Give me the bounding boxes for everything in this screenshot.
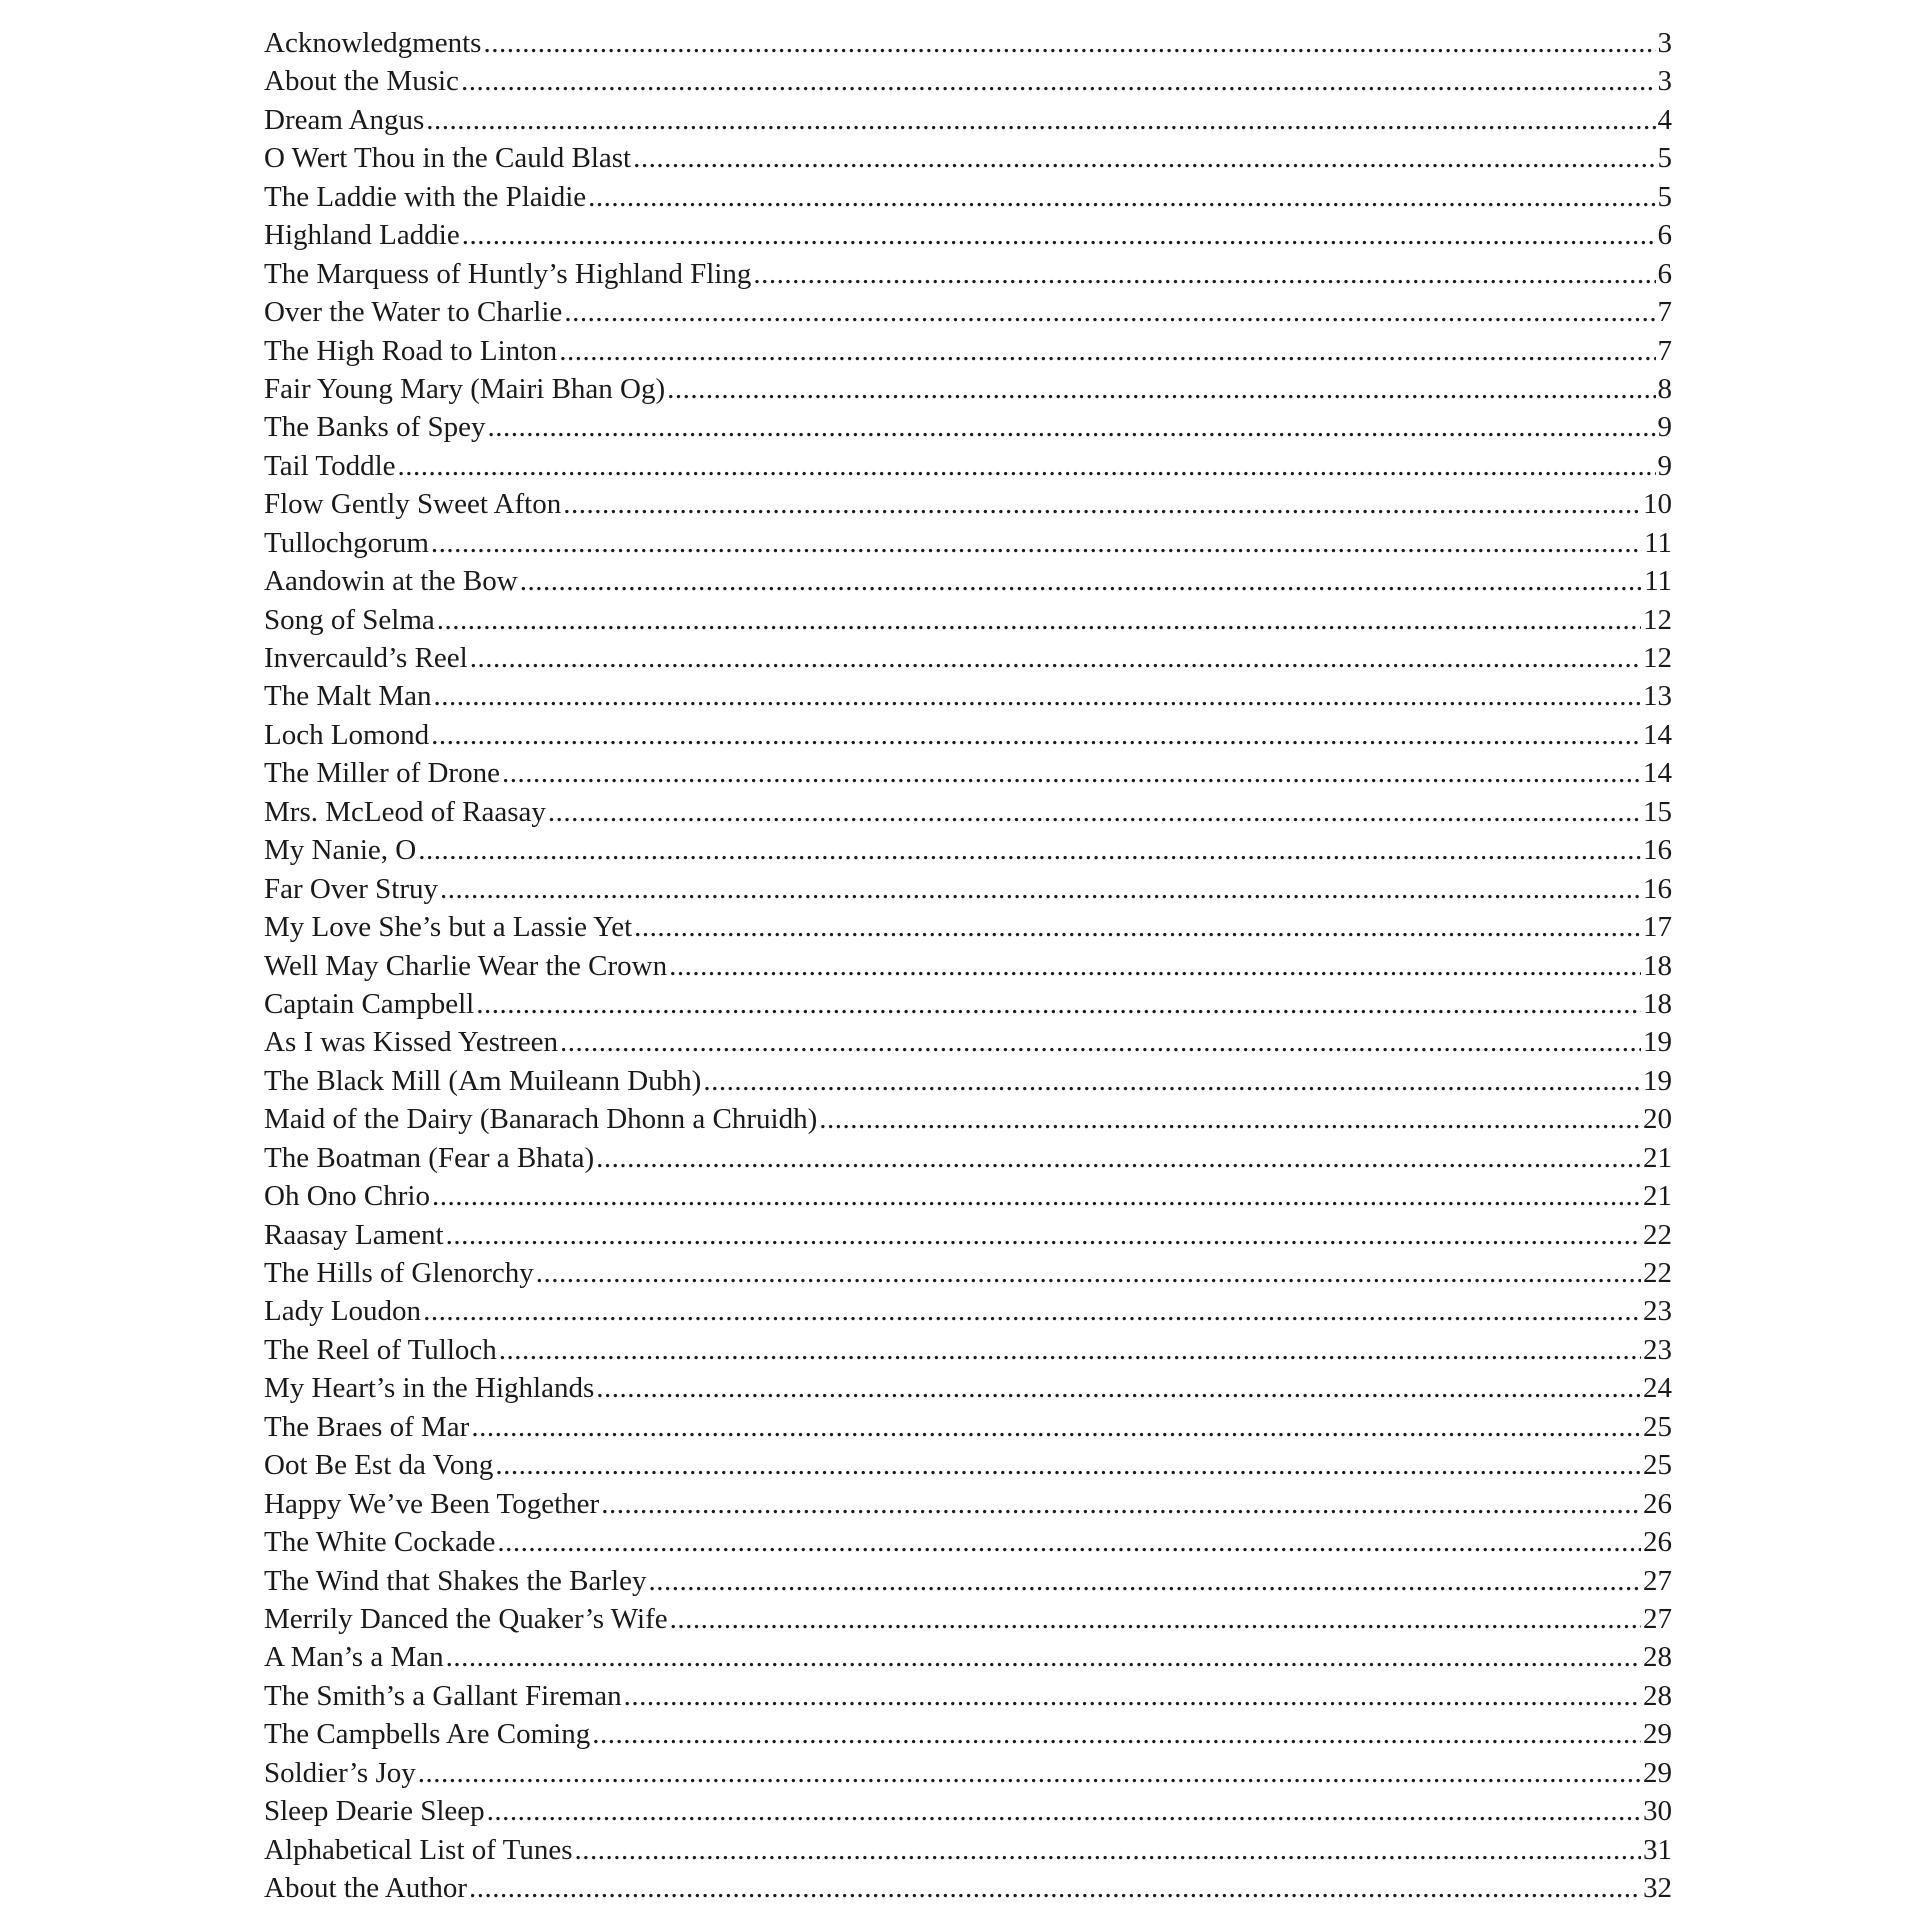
toc-entry-page-number: 29	[1643, 1718, 1672, 1751]
toc-entry-title: About the Author	[264, 1872, 467, 1904]
toc-entry-page-number: 18	[1643, 987, 1672, 1020]
toc-entry-title: Over the Water to Charlie	[264, 296, 563, 329]
toc-entry-dot-leader	[596, 1139, 1641, 1177]
toc-entry	[264, 793, 1672, 831]
toc-entry-page-number: 13	[1643, 680, 1672, 713]
toc-entry-dot-leader	[471, 1408, 1641, 1446]
toc-entry-dot-leader	[564, 293, 1655, 331]
toc-entry-title: Soldier’s Joy	[264, 1756, 416, 1789]
toc-entry-page-number: 16	[1643, 834, 1672, 867]
toc-entry-title: My Nanie, O	[264, 834, 417, 867]
toc-entry-dot-leader	[497, 1523, 1641, 1561]
toc-entry-dot-leader	[461, 62, 1656, 100]
toc-entry-dot-leader	[499, 1331, 1641, 1369]
toc-entry-title: Well May Charlie Wear the Crown	[264, 949, 668, 982]
toc-entry-page-number: 3	[1657, 65, 1672, 98]
toc-entry-title: As I was Kissed Yestreen	[264, 1026, 559, 1059]
toc-entry-title: Merrily Danced the Quaker’s Wife	[264, 1602, 668, 1635]
toc-entry-page-number: 32	[1643, 1872, 1672, 1904]
toc-entry-page-number: 7	[1657, 334, 1672, 367]
toc-entry-dot-leader	[575, 1831, 1641, 1869]
toc-entry-dot-leader	[633, 139, 1655, 177]
toc-entry-dot-leader	[495, 1446, 1641, 1484]
toc-entry-page-number: 29	[1643, 1756, 1672, 1789]
toc-entry-page-number: 25	[1643, 1449, 1672, 1482]
toc-entry-dot-leader	[440, 870, 1641, 908]
toc-entry	[264, 1408, 1672, 1446]
toc-entry	[264, 370, 1672, 408]
toc-entry-page-number: 9	[1657, 411, 1672, 444]
toc-entry	[264, 1485, 1672, 1523]
toc-entry-dot-leader	[434, 677, 1641, 715]
toc-entry	[264, 24, 1672, 62]
toc-entry-page-number: 14	[1643, 757, 1672, 790]
toc-entry	[264, 255, 1672, 293]
toc-entry-dot-leader	[502, 754, 1641, 792]
toc-entry-title: The Campbells Are Coming	[264, 1718, 591, 1751]
toc-entry-title: Loch Lomond	[264, 718, 430, 751]
toc-entry-title: The High Road to Linton	[264, 334, 558, 367]
toc-entry-page-number: 25	[1643, 1410, 1672, 1443]
toc-entry-page-number: 6	[1657, 219, 1672, 252]
toc-entry-page-number: 17	[1643, 911, 1672, 944]
toc-entry-title: The Reel of Tulloch	[264, 1333, 497, 1366]
toc-entry-dot-leader	[520, 562, 1642, 600]
toc-entry-page-number: 22	[1643, 1257, 1672, 1289]
toc-entry-page-number: 9	[1657, 449, 1672, 482]
toc-entry	[264, 870, 1672, 908]
toc-entry-dot-leader	[426, 101, 1655, 139]
toc-entry-page-number: 24	[1643, 1372, 1672, 1405]
toc-entry	[264, 447, 1672, 485]
toc-entry-title: O Wert Thou in the Cauld Blast	[264, 142, 632, 175]
table-of-contents	[264, 24, 1672, 1907]
toc-entry-title: Highland Laddie	[264, 219, 460, 252]
toc-entry-title: Fair Young Mary (Mairi Bhan Og)	[264, 372, 666, 405]
toc-entry-title: Oh Ono Chrio	[264, 1180, 430, 1213]
toc-entry-dot-leader	[431, 716, 1641, 754]
toc-entry-title: Far Over Struy	[264, 872, 438, 905]
toc-entry	[264, 216, 1672, 254]
toc-entry-dot-leader	[648, 1562, 1641, 1600]
toc-entry-title: The Malt Man	[264, 680, 432, 713]
toc-entry-page-number: 11	[1644, 565, 1672, 598]
toc-entry-dot-leader	[536, 1254, 1641, 1292]
toc-entry-dot-leader	[588, 178, 1655, 216]
toc-entry	[264, 1446, 1672, 1484]
toc-entry	[264, 716, 1672, 754]
toc-entry-title: Happy We’ve Been Together	[264, 1487, 600, 1520]
toc-entry-title: Oot Be Est da Vong	[264, 1449, 494, 1482]
toc-entry	[264, 754, 1672, 792]
toc-entry	[264, 1831, 1672, 1869]
toc-entry-page-number: 15	[1643, 795, 1672, 828]
toc-entry-page-number: 11	[1644, 526, 1672, 559]
toc-entry-title: My Heart’s in the Highlands	[264, 1372, 595, 1405]
toc-entry-title: The Boatman (Fear a Bhata)	[264, 1141, 595, 1174]
toc-entry-dot-leader	[432, 1177, 1641, 1215]
toc-entry-title: Captain Campbell	[264, 987, 475, 1020]
toc-entry-dot-leader	[487, 1792, 1641, 1830]
toc-entry-dot-leader	[624, 1677, 1641, 1715]
toc-entry-dot-leader	[753, 255, 1655, 293]
toc-entry-dot-leader	[398, 447, 1656, 485]
toc-entry-page-number: 21	[1643, 1180, 1672, 1213]
toc-entry-title: Maid of the Dairy (Banarach Dhonn a Chruidh)	[264, 1103, 818, 1136]
toc-entry-title: Dream Angus	[264, 103, 425, 136]
toc-entry-title: The Marquess of Huntly’s Highland Fling	[264, 257, 752, 290]
toc-entry-title: Invercauld’s Reel	[264, 642, 468, 674]
toc-entry-title: Alphabetical List of Tunes	[264, 1833, 573, 1866]
toc-entry	[264, 601, 1672, 639]
toc-entry-dot-leader	[469, 1869, 1641, 1907]
toc-entry-dot-leader	[548, 793, 1641, 831]
toc-entry	[264, 1369, 1672, 1407]
toc-entry-dot-leader	[431, 524, 1642, 562]
toc-entry	[264, 1100, 1672, 1138]
toc-entry	[264, 1523, 1672, 1561]
toc-entry-dot-leader	[488, 408, 1656, 446]
toc-entry-dot-leader	[437, 601, 1641, 639]
toc-entry-page-number: 28	[1643, 1641, 1672, 1674]
toc-entry	[264, 562, 1672, 600]
toc-entry-title: The White Cockade	[264, 1526, 496, 1559]
toc-entry	[264, 1715, 1672, 1753]
toc-entry-page-number: 23	[1643, 1295, 1672, 1328]
toc-entry	[264, 1792, 1672, 1830]
toc-entry	[264, 1331, 1672, 1369]
toc-entry-page-number: 27	[1643, 1602, 1672, 1635]
toc-entry	[264, 1177, 1672, 1215]
toc-entry-dot-leader	[563, 485, 1641, 523]
toc-entry-dot-leader	[446, 1216, 1641, 1254]
toc-entry-title: The Smith’s a Gallant Fireman	[264, 1679, 622, 1712]
toc-entry	[264, 1869, 1672, 1907]
toc-entry-dot-leader	[634, 908, 1641, 946]
toc-entry	[264, 908, 1672, 946]
toc-entry-dot-leader	[423, 1292, 1641, 1330]
toc-entry-title: About the Music	[264, 65, 459, 98]
toc-entry-dot-leader	[462, 216, 1656, 254]
toc-entry-dot-leader	[592, 1715, 1641, 1753]
toc-entry	[264, 1292, 1672, 1330]
toc-entry	[264, 178, 1672, 216]
toc-entry	[264, 139, 1672, 177]
toc-entry	[264, 1677, 1672, 1715]
toc-entry-title: The Black Mill (Am Muileann Dubh)	[264, 1064, 702, 1097]
toc-entry-dot-leader	[596, 1369, 1641, 1407]
toc-entry-title: The Banks of Spey	[264, 411, 486, 444]
toc-entry	[264, 1216, 1672, 1254]
toc-entry-title: The Wind that Shakes the Barley	[264, 1564, 647, 1597]
toc-entry-page-number: 22	[1643, 1218, 1672, 1251]
toc-entry-dot-leader	[667, 370, 1655, 408]
toc-entry	[264, 677, 1672, 715]
toc-entry-page-number: 19	[1643, 1064, 1672, 1097]
toc-entry-page-number: 12	[1643, 642, 1672, 674]
toc-entry	[264, 101, 1672, 139]
toc-entry-title: Aandowin at the Bow	[264, 565, 518, 598]
toc-entry	[264, 62, 1672, 100]
toc-entry-page-number: 10	[1643, 488, 1672, 521]
toc-entry-dot-leader	[418, 1754, 1641, 1792]
toc-entry-page-number: 19	[1643, 1026, 1672, 1059]
toc-entry-page-number: 23	[1643, 1333, 1672, 1366]
toc-entry	[264, 1638, 1672, 1676]
toc-entry-dot-leader	[483, 24, 1655, 62]
toc-entry	[264, 1562, 1672, 1600]
toc-entry-dot-leader	[669, 947, 1641, 985]
toc-entry	[264, 1062, 1672, 1100]
toc-entry	[264, 1254, 1672, 1292]
toc-entry-page-number: 14	[1643, 718, 1672, 751]
toc-entry	[264, 831, 1672, 869]
toc-entry	[264, 408, 1672, 446]
toc-entry	[264, 985, 1672, 1023]
toc-entry-page-number: 21	[1643, 1141, 1672, 1174]
toc-entry	[264, 485, 1672, 523]
toc-entry-page-number: 26	[1643, 1487, 1672, 1520]
toc-entry	[264, 293, 1672, 331]
toc-entry-title: Mrs. McLeod of Raasay	[264, 795, 546, 828]
toc-entry-page-number: 30	[1643, 1795, 1672, 1828]
toc-entry-title: A Man’s a Man	[264, 1641, 444, 1674]
toc-entry-title: Tail Toddle	[264, 449, 396, 482]
toc-entry-title: Sleep Dearie Sleep	[264, 1795, 485, 1828]
toc-entry	[264, 1754, 1672, 1792]
toc-entry-dot-leader	[559, 332, 1655, 370]
toc-entry-title: Song of Selma	[264, 603, 435, 636]
toc-entry-page-number: 27	[1643, 1564, 1672, 1597]
toc-entry-title: The Hills of Glenorchy	[264, 1257, 534, 1289]
toc-entry-title: The Laddie with the Plaidie	[264, 180, 587, 213]
toc-entry-page-number: 12	[1643, 603, 1672, 636]
toc-entry-dot-leader	[470, 639, 1641, 677]
toc-entry-page-number: 6	[1657, 257, 1672, 290]
toc-entry-title: Tullochgorum	[264, 526, 429, 559]
toc-entry-page-number: 5	[1657, 180, 1672, 213]
toc-entry-page-number: 5	[1657, 142, 1672, 175]
toc-entry-title: The Braes of Mar	[264, 1410, 470, 1443]
toc-entry-title: Lady Loudon	[264, 1295, 422, 1328]
toc-entry	[264, 524, 1672, 562]
toc-entry	[264, 1600, 1672, 1638]
toc-entry-page-number: 8	[1657, 372, 1672, 405]
toc-entry-page-number: 28	[1643, 1679, 1672, 1712]
toc-entry-dot-leader	[819, 1100, 1641, 1138]
toc-entry-page-number: 26	[1643, 1526, 1672, 1559]
toc-entry-dot-leader	[560, 1023, 1641, 1061]
toc-entry-dot-leader	[703, 1062, 1641, 1100]
toc-entry-title: The Miller of Drone	[264, 757, 500, 790]
toc-entry	[264, 639, 1672, 677]
toc-entry-dot-leader	[446, 1638, 1641, 1676]
toc-entry-page-number: 20	[1643, 1103, 1672, 1136]
toc-entry-title: My Love She’s but a Lassie Yet	[264, 911, 633, 944]
toc-entry-page-number: 3	[1657, 27, 1672, 59]
toc-entry-page-number: 4	[1657, 103, 1672, 136]
toc-entry-page-number: 18	[1643, 949, 1672, 982]
toc-entry-dot-leader	[670, 1600, 1641, 1638]
toc-entry	[264, 947, 1672, 985]
toc-entry-page-number: 16	[1643, 872, 1672, 905]
toc-entry	[264, 1139, 1672, 1177]
toc-entry-page-number: 7	[1657, 296, 1672, 329]
toc-entry-title: Raasay Lament	[264, 1218, 444, 1251]
toc-entry-title: Acknowledgments	[264, 27, 482, 59]
toc-entry	[264, 1023, 1672, 1061]
toc-entry-dot-leader	[476, 985, 1641, 1023]
toc-entry-dot-leader	[418, 831, 1641, 869]
toc-entry	[264, 332, 1672, 370]
toc-entry-dot-leader	[601, 1485, 1641, 1523]
toc-entry-title: Flow Gently Sweet Afton	[264, 488, 562, 521]
toc-entry-page-number: 31	[1643, 1833, 1672, 1866]
